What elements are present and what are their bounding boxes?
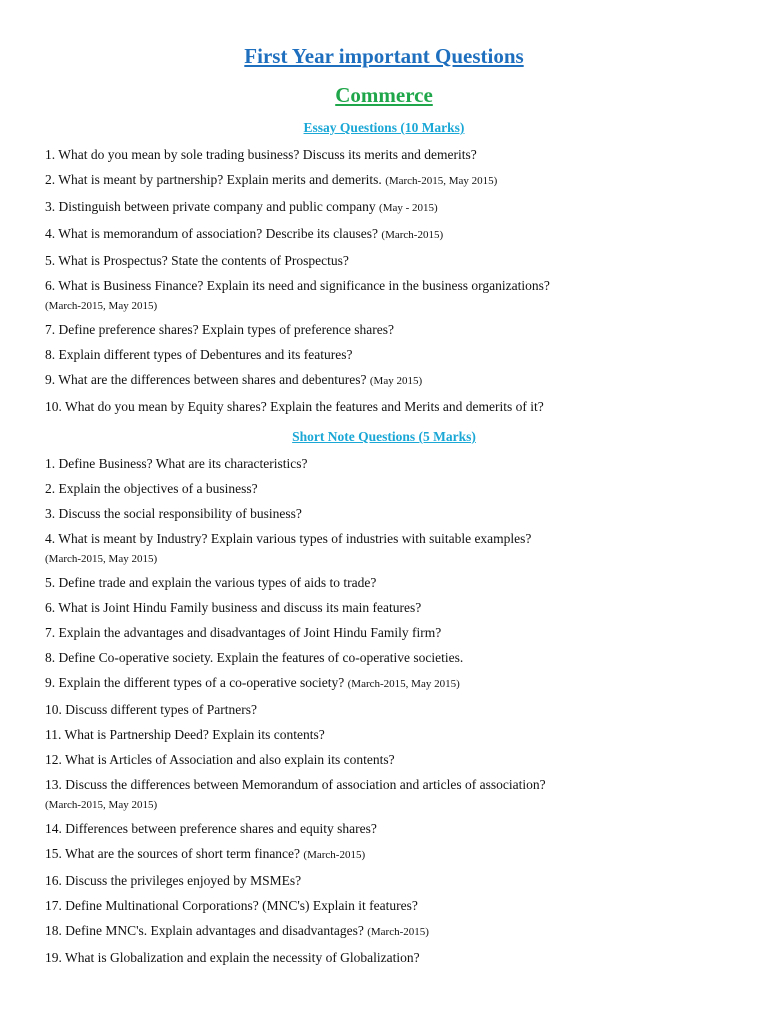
question-number: 7. (45, 322, 56, 337)
question-number: 12. (45, 752, 62, 767)
question-item (45, 697, 735, 722)
question-number: 1. (45, 456, 56, 471)
question-text: What is meant by Industry? Explain various types of industries with suitable examples? (58, 531, 532, 546)
question-number: 19. (45, 950, 62, 965)
question-text: What is Articles of Association and also explain its contents? (65, 752, 395, 767)
question-text: What is Joint Hindu Family business and discuss its main features? (58, 600, 422, 615)
question-text: What is Business Finance? Explain its need and significance in the business organizations? (58, 278, 550, 293)
question-text: Discuss the differences between Memorandum of association and articles of association? (65, 777, 546, 792)
question-text: Define MNC's. Explain advantages and disadvantages? (65, 923, 364, 938)
question-number: 6. (45, 600, 56, 615)
question-number: 11. (45, 727, 62, 742)
question-text: Explain the different types of a co-operative society? (58, 675, 345, 690)
question-item (45, 570, 735, 595)
question-number: 8. (45, 347, 56, 362)
question-number: 16. (45, 873, 62, 888)
subject-heading: Commerce (335, 83, 433, 107)
question-number: 9. (45, 675, 56, 690)
essay-section-heading: Essay Questions (10 Marks) (303, 120, 465, 135)
question-text: Explain the advantages and disadvantages of Joint Hindu Family firm? (58, 625, 442, 640)
exam-date-note: (March-2015) (381, 229, 444, 241)
question-item (45, 841, 735, 868)
question-text: What do you mean by sole trading business? Discuss its merits and demerits? (58, 147, 477, 162)
question-item (45, 167, 735, 194)
question-text: What are the differences between shares and debentures? (58, 372, 367, 387)
question-text: Distinguish between private company and public company (58, 199, 376, 214)
question-text: What is Globalization and explain the necessity of Globalization? (65, 950, 420, 965)
short-note-question-list (45, 451, 735, 970)
question-text: Define Business? What are its characteristics? (58, 456, 308, 471)
question-item (45, 142, 735, 167)
question-number: 9. (45, 372, 56, 387)
exam-date-note: (March-2015, May 2015) (385, 175, 498, 187)
question-item (45, 342, 735, 367)
question-number: 1. (45, 147, 56, 162)
question-item (45, 816, 735, 841)
question-item (45, 670, 735, 697)
question-text: What is Partnership Deed? Explain its contents? (64, 727, 325, 742)
question-number: 18. (45, 923, 62, 938)
question-item (45, 501, 735, 526)
question-text: Differences between preference shares and equity shares? (65, 821, 377, 836)
page-title: First Year important Questions (244, 44, 524, 68)
question-item (45, 221, 735, 248)
question-item (45, 273, 735, 317)
question-item (45, 620, 735, 645)
question-number: 4. (45, 226, 56, 241)
question-text: Explain the objectives of a business? (58, 481, 258, 496)
question-item (45, 918, 735, 945)
question-text: What is meant by partnership? Explain merits and demerits. (58, 172, 382, 187)
question-item (45, 476, 735, 501)
question-number: 5. (45, 253, 56, 268)
question-item (45, 747, 735, 772)
question-text: Discuss different types of Partners? (65, 702, 257, 717)
question-item (45, 526, 735, 570)
question-number: 8. (45, 650, 56, 665)
question-text: Define Multinational Corporations? (MNC's) Explain it features? (65, 898, 418, 913)
exam-date-note: (March-2015, May 2015) (45, 799, 158, 811)
question-text: What are the sources of short term finance? (65, 846, 301, 861)
question-item (45, 394, 735, 419)
question-item (45, 645, 735, 670)
question-text: What do you mean by Equity shares? Explain the features and Merits and demerits of it? (65, 399, 544, 414)
question-item (45, 945, 735, 970)
question-number: 3. (45, 199, 56, 214)
question-number: 2. (45, 481, 56, 496)
question-number: 17. (45, 898, 62, 913)
question-text: Discuss the privileges enjoyed by MSMEs? (65, 873, 302, 888)
question-number: 6. (45, 278, 56, 293)
question-item (45, 722, 735, 747)
question-item (45, 868, 735, 893)
question-number: 2. (45, 172, 56, 187)
question-text: Explain different types of Debentures and its features? (58, 347, 353, 362)
question-number: 3. (45, 506, 56, 521)
question-item (45, 194, 735, 221)
question-item (45, 595, 735, 620)
question-text: Discuss the social responsibility of business? (58, 506, 302, 521)
question-number: 10. (45, 702, 62, 717)
essay-question-list (45, 142, 735, 419)
question-number: 7. (45, 625, 56, 640)
question-number: 15. (45, 846, 62, 861)
question-text: What is Prospectus? State the contents of Prospectus? (58, 253, 349, 268)
exam-date-note: (March-2015, May 2015) (45, 300, 158, 312)
exam-date-note: (May - 2015) (379, 202, 438, 214)
question-text: Define preference shares? Explain types of preference shares? (58, 322, 394, 337)
question-number: 13. (45, 777, 62, 792)
question-item (45, 317, 735, 342)
question-item (45, 772, 735, 816)
question-number: 5. (45, 575, 56, 590)
question-text: Define trade and explain the various types of aids to trade? (58, 575, 377, 590)
question-number: 4. (45, 531, 56, 546)
question-item (45, 248, 735, 273)
question-text: Define Co-operative society. Explain the features of co-operative societies. (58, 650, 464, 665)
short-note-section-heading: Short Note Questions (5 Marks) (292, 429, 476, 444)
question-number: 10. (45, 399, 62, 414)
question-item (45, 367, 735, 394)
exam-date-note: (March-2015) (367, 926, 429, 938)
question-item (45, 451, 735, 476)
question-number: 14. (45, 821, 62, 836)
exam-date-note: (March-2015, May 2015) (347, 678, 460, 690)
question-item (45, 893, 735, 918)
exam-date-note: (March-2015, May 2015) (45, 553, 158, 565)
question-text: What is memorandum of association? Describe its clauses? (58, 226, 379, 241)
exam-date-note: (May 2015) (369, 375, 423, 387)
exam-date-note: (March-2015) (303, 849, 366, 861)
